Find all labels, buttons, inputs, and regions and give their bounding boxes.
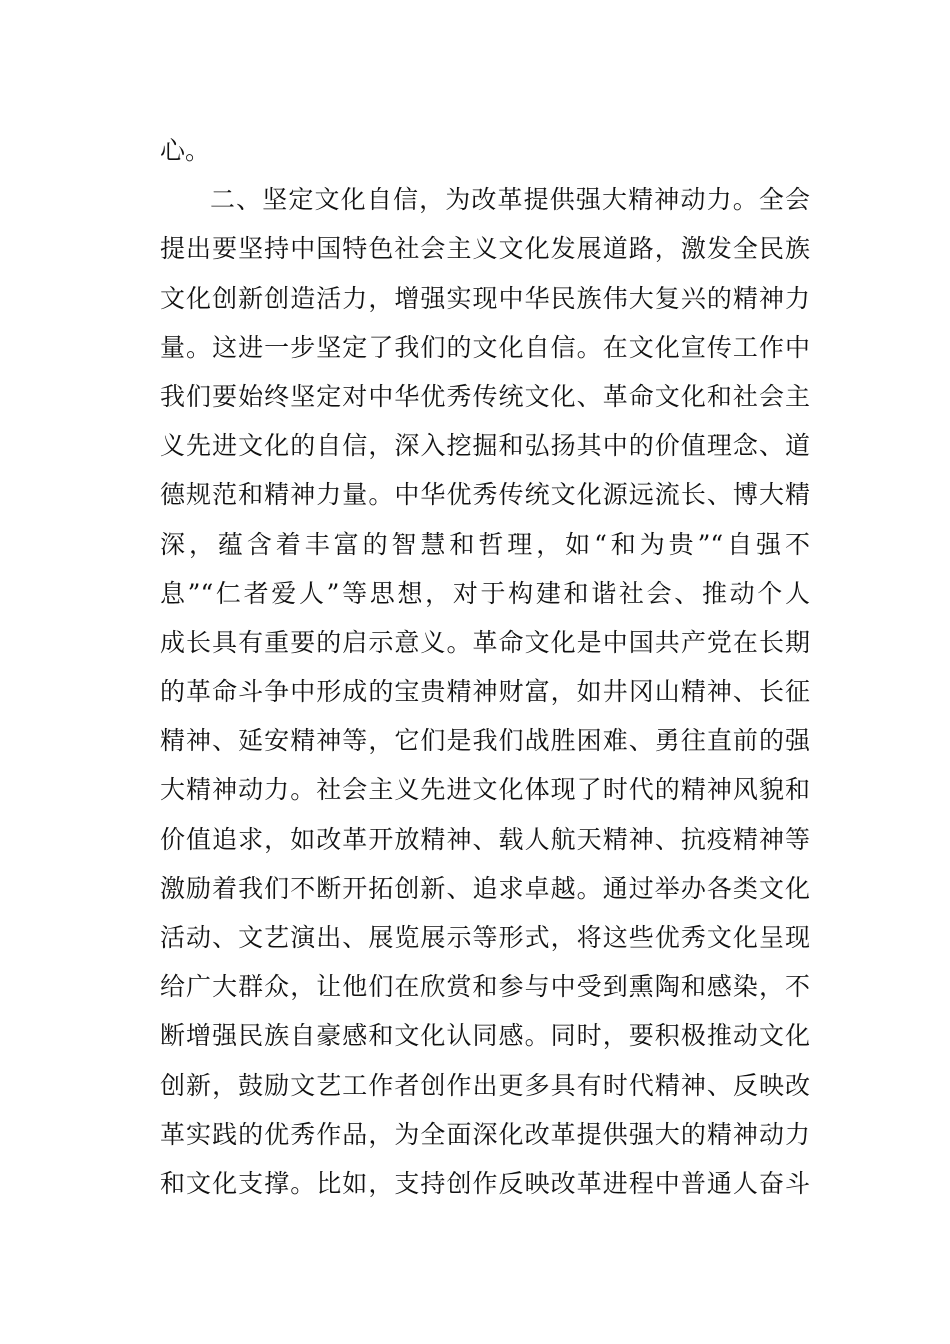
text-line: 和文化支撑。比如，支持创作反映改革进程中普通人奋斗 (160, 1168, 810, 1198)
body-text (160, 126, 810, 1208)
text-line: 激励着我们不断开拓创新、追求卓越。通过举办各类文化 (160, 873, 810, 903)
text-line: 德规范和精神力量。中华优秀传统文化源远流长、博大精 (160, 480, 810, 510)
text-line: 息”“仁者爱人”等思想，对于构建和谐社会、推动个人 (160, 578, 810, 608)
text-line: 的革命斗争中形成的宝贵精神财富，如井冈山精神、长征 (160, 677, 810, 707)
text-line: 义先进文化的自信，深入挖掘和弘扬其中的价值理念、道 (160, 431, 810, 461)
text-line: 提出要坚持中国特色社会主义文化发展道路，激发全民族 (160, 234, 810, 264)
text-line: 创新，鼓励文艺工作者创作出更多具有时代精神、反映改 (160, 1070, 810, 1100)
text-line: 大精神动力。社会主义先进文化体现了时代的精神风貌和 (160, 775, 810, 805)
text-line: 价值追求，如改革开放精神、载人航天精神、抗疫精神等 (160, 824, 810, 854)
text-line: 革实践的优秀作品，为全面深化改革提供强大的精神动力 (160, 1119, 810, 1149)
text-line: 我们要始终坚定对中华优秀传统文化、革命文化和社会主 (160, 381, 810, 411)
text-line: 深，蕴含着丰富的智慧和哲理，如“和为贵”“自强不 (160, 529, 810, 559)
text-line: 成长具有重要的启示意义。革命文化是中国共产党在长期 (160, 627, 810, 657)
text-line: 文化创新创造活力，增强实现中华民族伟大复兴的精神力 (160, 283, 810, 313)
text-line: 断增强民族自豪感和文化认同感。同时，要积极推动文化 (160, 1021, 810, 1051)
text-line: 量。这进一步坚定了我们的文化自信。在文化宣传工作中 (160, 332, 810, 362)
text-line: 给广大群众，让他们在欣赏和参与中受到熏陶和感染，不 (160, 972, 810, 1002)
text-line: 心。 (160, 136, 211, 165)
text-line: 精神、延安精神等，它们是我们战胜困难、勇往直前的强 (160, 726, 810, 756)
text-line: 活动、文艺演出、展览展示等形式，将这些优秀文化呈现 (160, 923, 810, 952)
section-heading-line: 二、坚定文化自信，为改革提供强大精神动力。全会 (210, 185, 810, 215)
